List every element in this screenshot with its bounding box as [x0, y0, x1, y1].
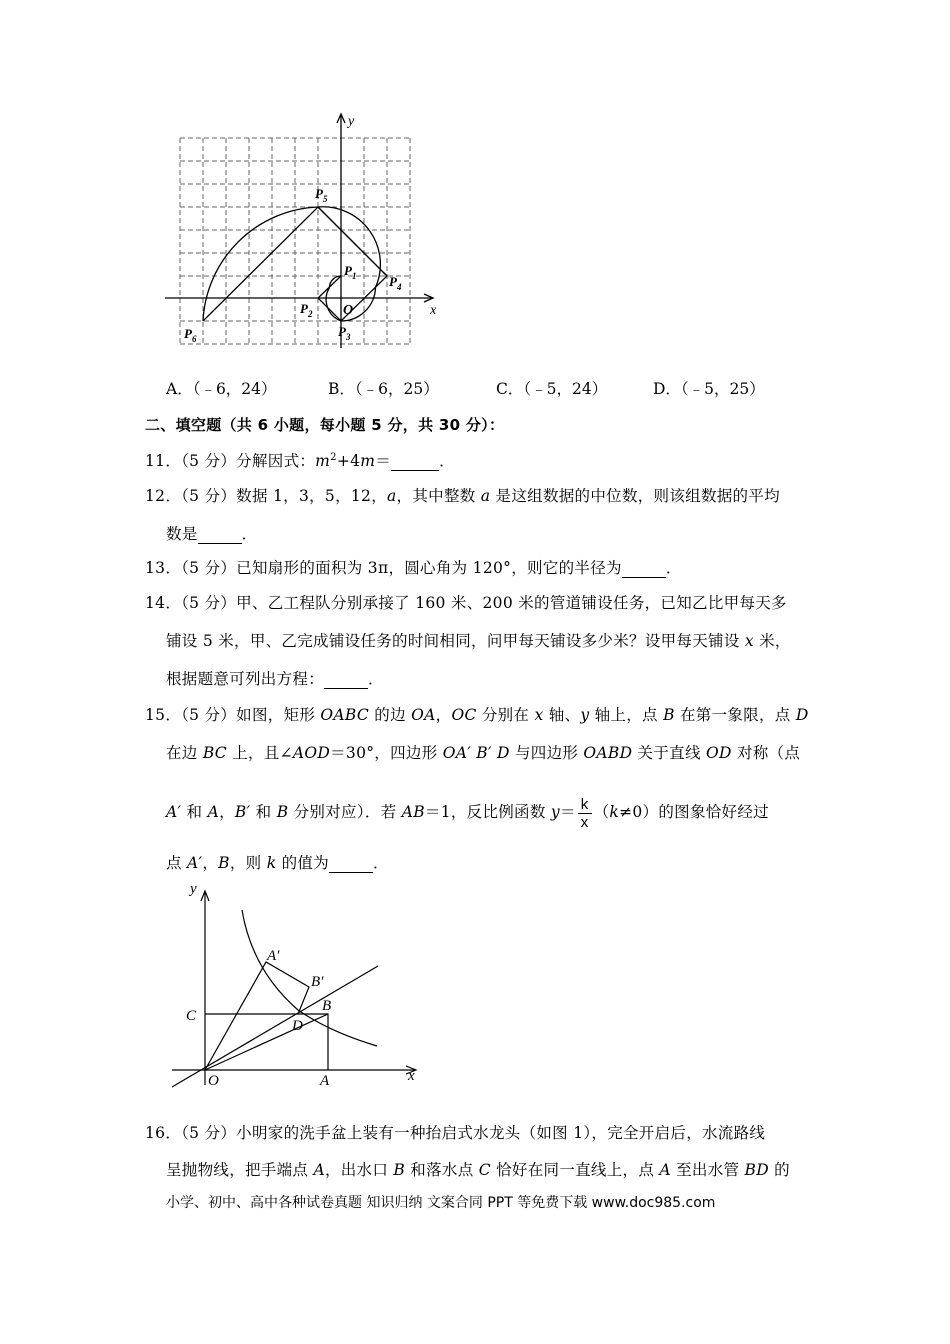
svg-text:B: B: [322, 998, 332, 1014]
question-12: 12．（5 分）数据 1，3，5，12，a，其中整数 a 是这组数据的中位数，则该组数据的平均: [145, 487, 780, 505]
question-14-line2: 铺设 5 米，甲、乙完成铺设任务的时间相同，问甲每天铺设多少米？设甲每天铺设 x 米，: [166, 632, 791, 650]
section-title: 二、填空题（共 6 小题，每小题 5 分，共 30 分）：: [145, 416, 505, 434]
question-15: 15．（5 分）如图，矩形 OABC 的边 OA，OC 分别在 x 轴、y 轴上，点 B 在第一象限，点 D: [145, 706, 809, 724]
page-footer: 小学、初中、高中各种试卷真题 知识归纳 文案合同 PPT 等免费下载 www.doc985.com: [166, 1195, 716, 1211]
question-15-line3: A′ 和 A，B′ 和 B 分别对应）．若 AB＝1，反比例函数 y＝ $\frac{k}{x}$ （k≠0）的图象恰好经过: [166, 795, 769, 831]
answer-blank: [324, 670, 368, 689]
svg-text:A: A: [320, 1073, 330, 1089]
option-a: A．（﹣6，24）: [166, 380, 277, 398]
svg-text:y: y: [190, 881, 197, 897]
question-15-line4: 点 A′，B，则 k 的值为 ．: [166, 854, 389, 872]
svg-text:B′: B′: [311, 974, 324, 990]
svg-text:P6: $P_6$: [184, 326, 197, 344]
figure-rectangle-hyperbola: [165, 875, 425, 1095]
svg-text:x: x: [408, 1068, 415, 1084]
question-12-line2: 数是 ．: [166, 525, 258, 543]
option-d: D．（﹣5，25）: [653, 380, 765, 398]
question-14-line3: 根据题意可列出方程： ．: [166, 670, 384, 688]
svg-text:P4: $P_4$: [389, 274, 402, 292]
svg-text:P2: $P_2$: [300, 301, 313, 319]
question-13: 13．（5 分）已知扇形的面积为 3π，圆心角为 120°，则它的半径为 ．: [145, 559, 682, 577]
question-11: 11．（5 分）分解因式：$m^2+4m=$ ．: [145, 451, 455, 470]
figure-grid-spiral: [160, 108, 450, 353]
svg-text:P1: $P_1$: [344, 263, 357, 281]
question-14: 14．（5 分）甲、乙工程队分别承接了 160 米、200 米的管道铺设任务，已知乙比甲每天多: [145, 594, 787, 612]
svg-text:D: D: [292, 1018, 303, 1034]
svg-text:x: x: [430, 303, 437, 318]
svg-text:O: O: [208, 1073, 219, 1089]
svg-text:y: y: [348, 114, 355, 129]
answer-blank: [198, 525, 242, 544]
question-16: 16．（5 分）小明家的洗手盆上装有一种抬启式水龙头（如图 1），完全开启后，水流路线: [145, 1124, 766, 1142]
option-c: C．（﹣5，24）: [496, 380, 608, 398]
answer-blank: [391, 452, 439, 471]
option-b: B．（﹣6，25）: [328, 380, 439, 398]
svg-text:A′: A′: [267, 948, 280, 964]
svg-text:O: O: [343, 303, 354, 318]
svg-text:P3: $P_3$: [338, 324, 351, 342]
svg-text:P5: $P_5$: [315, 186, 328, 204]
question-15-line2: 在边 BC 上，且∠AOD＝30°，四边形 OA′ B′ D 与四边形 OABD 关于直线 OD 对称（点: [166, 744, 801, 762]
svg-text:C: C: [186, 1008, 197, 1024]
fraction-k-over-x: $\frac{k}{x}$: [578, 796, 592, 831]
question-16-line2: 呈抛物线，把手端点 A，出水口 B 和落水点 C 恰好在同一直线上，点 A 至出水管 BD 的: [166, 1161, 790, 1179]
answer-blank: [329, 854, 373, 873]
answer-blank: [622, 559, 666, 578]
